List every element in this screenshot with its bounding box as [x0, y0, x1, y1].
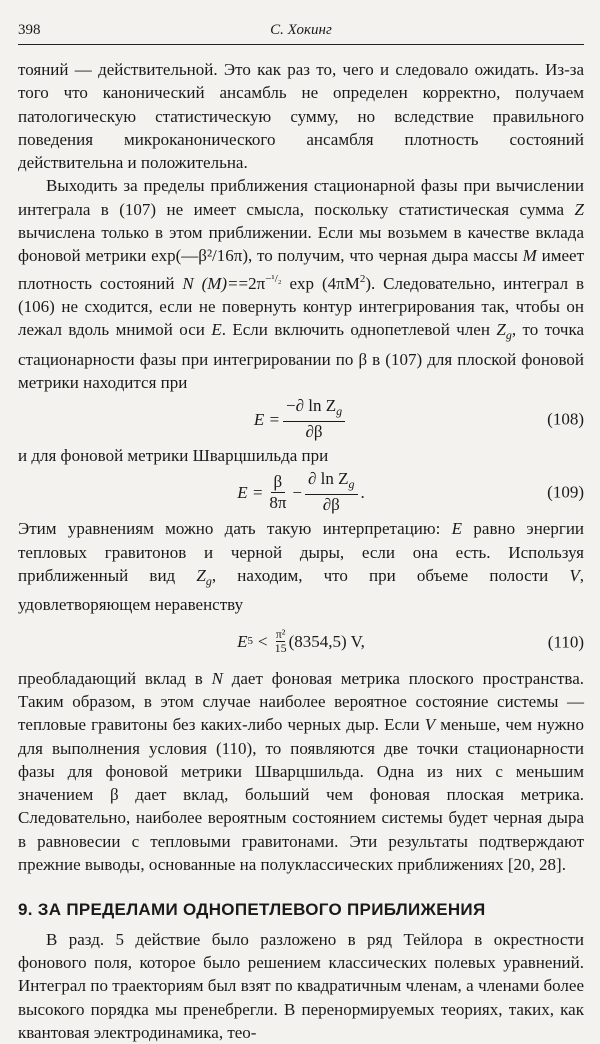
eq110-fraction: π² 15	[274, 627, 287, 656]
paragraph-4: Этим уравнениям можно дать такую интерпретацию: E равно энергии тепловых гравитонов и черной дыры, если она есть. Используя приближенный вид $Z_g$, находим, что при объеме полости V, удовлетворяющем неравенству	[18, 519, 585, 615]
page-body	[18, 58, 584, 1044]
eq108-number: (108)	[547, 409, 584, 429]
eq110-number: (110)	[547, 631, 584, 651]
equation-108	[18, 394, 584, 444]
paragraph-1: тояний — действительной. Это как раз то, чего и следовало ожидать. Из-за того что канонический ансамбль не определен корректно, получаем патологическую статистическую сумму, но вследствие правильного поведения микроканонического ансамбля плотность состояний действительна и положительна.	[18, 60, 584, 173]
paragraph-2: Выходить за пределы приближения стационарной фазы при вычислении интеграла в (107) не имеет смысла, поскольку статистическая сумма Z вычислена только в этом приближении. Если мы возьмем в качестве вклада фоновой метрики exp(—β²/16π), то получим, что черная дыра массы M имеет плотность состояний N $(M)==2\pi^{-^1/_2}$ $\exp (4\pi M^2)$. Следовательно, интеграл в (106) не сходится, если не повернуть контур интегрирования так, чтобы он лежал вдоль мнимой оси E. Если включить однопетлевой член $Z_g$, то точка стационарности фазы при интегрировании по β в (107) для плоской фоновой метрики находится при	[18, 176, 585, 392]
eq108-fraction: $\frac{-\partial \ln Z_g}{\partial\beta}$	[283, 396, 345, 442]
section-heading: 9. ЗА ПРЕДЕЛАМИ ОДНОПЕТЛЕВОГО ПРИБЛИЖЕНИЯ	[18, 900, 486, 920]
equation-109: E = $\frac{\beta}{8\pi}$ − $\frac{\partial \ln Z_g}{\partial\beta}$ . (109)	[237, 469, 584, 515]
paragraph-5: преобладающий вклад в N дает фоновая метрика плоского пространства. Таким образом, в этом случае наиболее вероятное состояние системы — тепловые гравитоны без каких-либо черных дыр. Если V меньше, чем нужно для выполнения условия (110), то появляются две точки стационарности фазы для фоновой метрики Шварцшильда. Одна из них с меньшим значением β дает вклад, больший чем фоновая плоская метрика. Следовательно, наиболее вероятным состоянием системы будет черная дыра в равновесии с тепловыми гравитонами. Эти результаты подтверждают прежние выводы, основанные на полуклассических приближениях [20, 28].	[18, 668, 584, 875]
paragraph-3: и для фоновой метрики Шварцшильда при	[18, 446, 329, 466]
eq108-lhs: E =	[253, 409, 280, 429]
eq109-number: (109)	[547, 482, 584, 502]
page-number: 398	[18, 22, 41, 38]
eq109-fraction-1: $\frac{\beta}{8\pi}$	[269, 471, 287, 512]
eq109-fraction-2: $\frac{\partial \ln Z_g}{\partial\beta}$	[305, 469, 358, 515]
equation-110: E 5 < π² 15 (8354,5) V, (110)	[237, 627, 584, 656]
header-rule	[18, 44, 584, 45]
paragraph-6: В разд. 5 действие было разложено в ряд Тейлора в окрестности фонового поля, которое было решением классических полевых уравнений. Интеграл по траекториям был взят по квадратичным членам, а членами более высокого порядка мы пренебрегли. В перенормируемых теориях, таких, как квантовая электродинамика, тео-	[18, 929, 584, 1042]
page-header	[18, 8, 584, 42]
running-title: С. Хокинг	[270, 22, 332, 38]
